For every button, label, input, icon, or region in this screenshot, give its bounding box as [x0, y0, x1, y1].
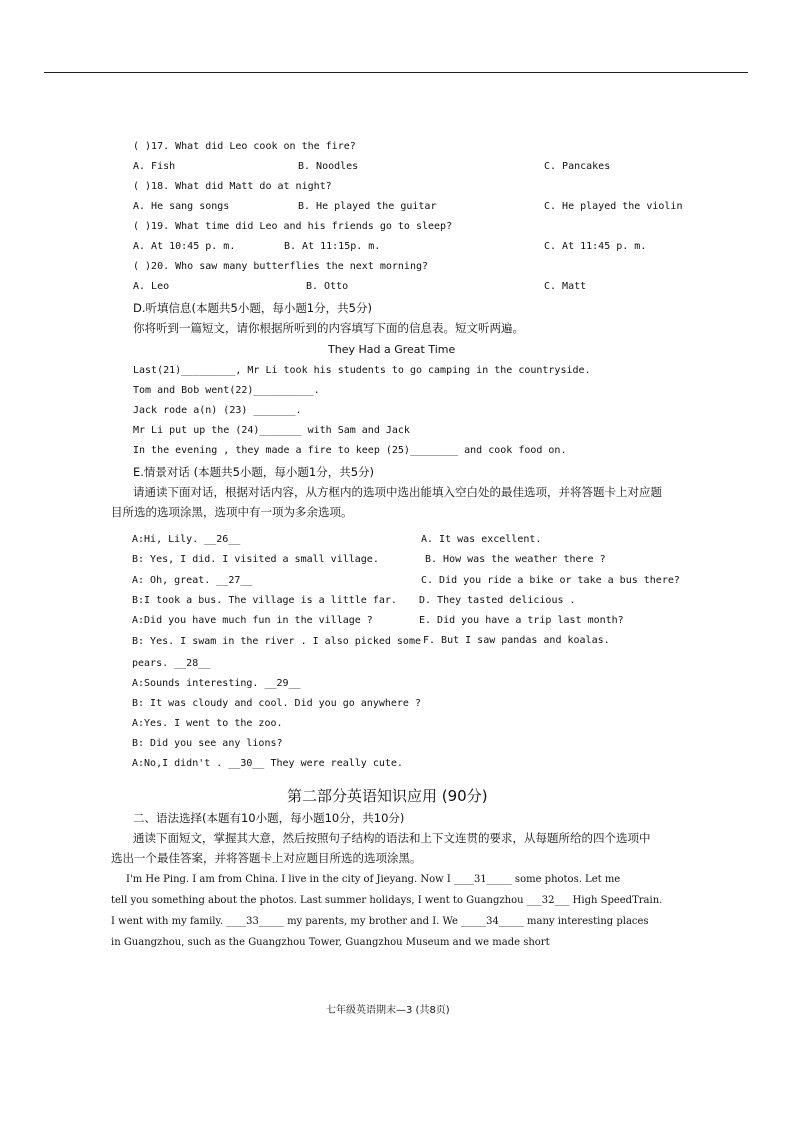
dialog-line: A: Oh, great. __27__ [132, 575, 253, 586]
option-d: D. They tasted delicious . [419, 595, 576, 606]
dialog-line: A:Did you have much fun in the village ? [132, 615, 373, 626]
q20-option-b: B. Otto [306, 281, 349, 292]
q18-option-c: C. He played the violin [544, 201, 683, 212]
passage-line: I'm He Ping. I am from China. I live in the city of Jieyang. Now I ____31_____ some photos. Let me [126, 874, 621, 885]
info-line-21: Last(21)_________, Mr Li took his students to go camping in the countryside. [133, 365, 591, 376]
passage-line: I went with my family. ____33_____ my parents, my brother and I. We _____34_____ many interesting places [111, 916, 649, 927]
question-20: ( )20. Who saw many butterflies the next morning? [133, 261, 429, 272]
info-line-24: Mr Li put up the (24)_______ with Sam and Jack [133, 425, 410, 436]
q18-option-b: B. He played the guitar [298, 201, 437, 212]
info-line-23: Jack rode a(n) (23) _______. [133, 405, 302, 416]
dialog-line: A:Yes. I went to the zoo. [132, 718, 283, 729]
passage-line: tell you something about the photos. Last summer holidays, I went to Guangzhou ___32___ High SpeedTrain. [111, 895, 663, 906]
info-line-22: Tom and Bob went(22)__________. [133, 385, 320, 396]
q17-option-b: B. Noodles [298, 161, 359, 172]
grammar-heading: 二、语法选择(本题有10小题，每小题10分，共10分) [133, 811, 405, 825]
option-b: B. How was the weather there ? [425, 554, 606, 565]
dialog-line: A:Sounds interesting. __29__ [132, 678, 301, 689]
q19-option-a: A. At 10:45 p. m. [133, 241, 236, 252]
q17-option-c: C. Pancakes [544, 161, 611, 172]
q20-option-c: C. Matt [544, 281, 587, 292]
passage-line: in Guangzhou, such as the Guangzhou Tower, Guangzhou Museum and we made short [111, 937, 550, 948]
dialog-line: B:I took a bus. The village is a little far. [132, 595, 397, 606]
q18-option-a: A. He sang songs [133, 201, 230, 212]
part-two-heading: 第二部分英语知识应用 (90分) [287, 787, 488, 805]
option-e: E. Did you have a trip last month? [419, 615, 624, 626]
dialog-line: A:Hi, Lily. __26__ [132, 534, 241, 545]
question-19: ( )19. What time did Leo and his friends go to sleep? [133, 221, 453, 232]
option-a: A. It was excellent. [421, 534, 542, 545]
info-line-25: In the evening , they made a fire to keep (25)________ and cook food on. [133, 445, 567, 456]
dialog-line: B: Yes. I swam in the river . I also picked some [132, 636, 421, 647]
grammar-instruction-2: 选出一个最佳答案，并将答题卡上对应题目所选的选项涂黑。 [111, 851, 422, 865]
question-17: ( )17. What did Leo cook on the fire? [133, 141, 356, 152]
section-d-title: They Had a Great Time [328, 343, 456, 356]
dialog-line: B: It was cloudy and cool. Did you go anywhere ? [132, 698, 421, 709]
dialog-line: B: Yes, I did. I visited a small village. [132, 554, 379, 565]
section-e-instruction-1: 请通读下面对话，根据对话内容，从方框内的选项中选出能填入空白处的最佳选项，并将答题卡上对应题 [133, 485, 662, 499]
q17-option-a: A. Fish [133, 161, 176, 172]
grammar-instruction-1: 通读下面短文，掌握其大意，然后按照句子结构的语法和上下文连贯的要求，从每题所给的四个选项中 [133, 831, 651, 845]
question-18: ( )18. What did Matt do at night? [133, 181, 332, 192]
q19-option-c: C. At 11:45 p. m. [544, 241, 647, 252]
dialog-line: A:No,I didn't . __30__ They were really cute. [132, 758, 403, 769]
dialog-line: pears. __28__ [132, 658, 211, 669]
header-rule [44, 72, 748, 73]
q19-option-b: B. At 11:15p. m. [284, 241, 381, 252]
dialog-line: B: Did you see any lions? [132, 738, 283, 749]
section-d-instruction: 你将听到一篇短文，请你根据所听到的内容填写下面的信息表。短文听两遍。 [133, 321, 524, 335]
section-e-heading: E.情景对话 (本题共5小题，每小题1分，共5分) [133, 465, 374, 479]
page-footer: 七年级英语期末—3 (共8页) [326, 1005, 450, 1016]
option-c: C. Did you ride a bike or take a bus there? [421, 575, 680, 586]
q20-option-a: A. Leo [133, 281, 170, 292]
option-f: F. But I saw pandas and koalas. [423, 635, 610, 646]
section-e-instruction-2: 目所选的选项涂黑，选项中有一项为多余选项。 [111, 505, 353, 519]
section-d-heading: D.听填信息(本题共5小题，每小题1分，共5分) [133, 301, 372, 315]
